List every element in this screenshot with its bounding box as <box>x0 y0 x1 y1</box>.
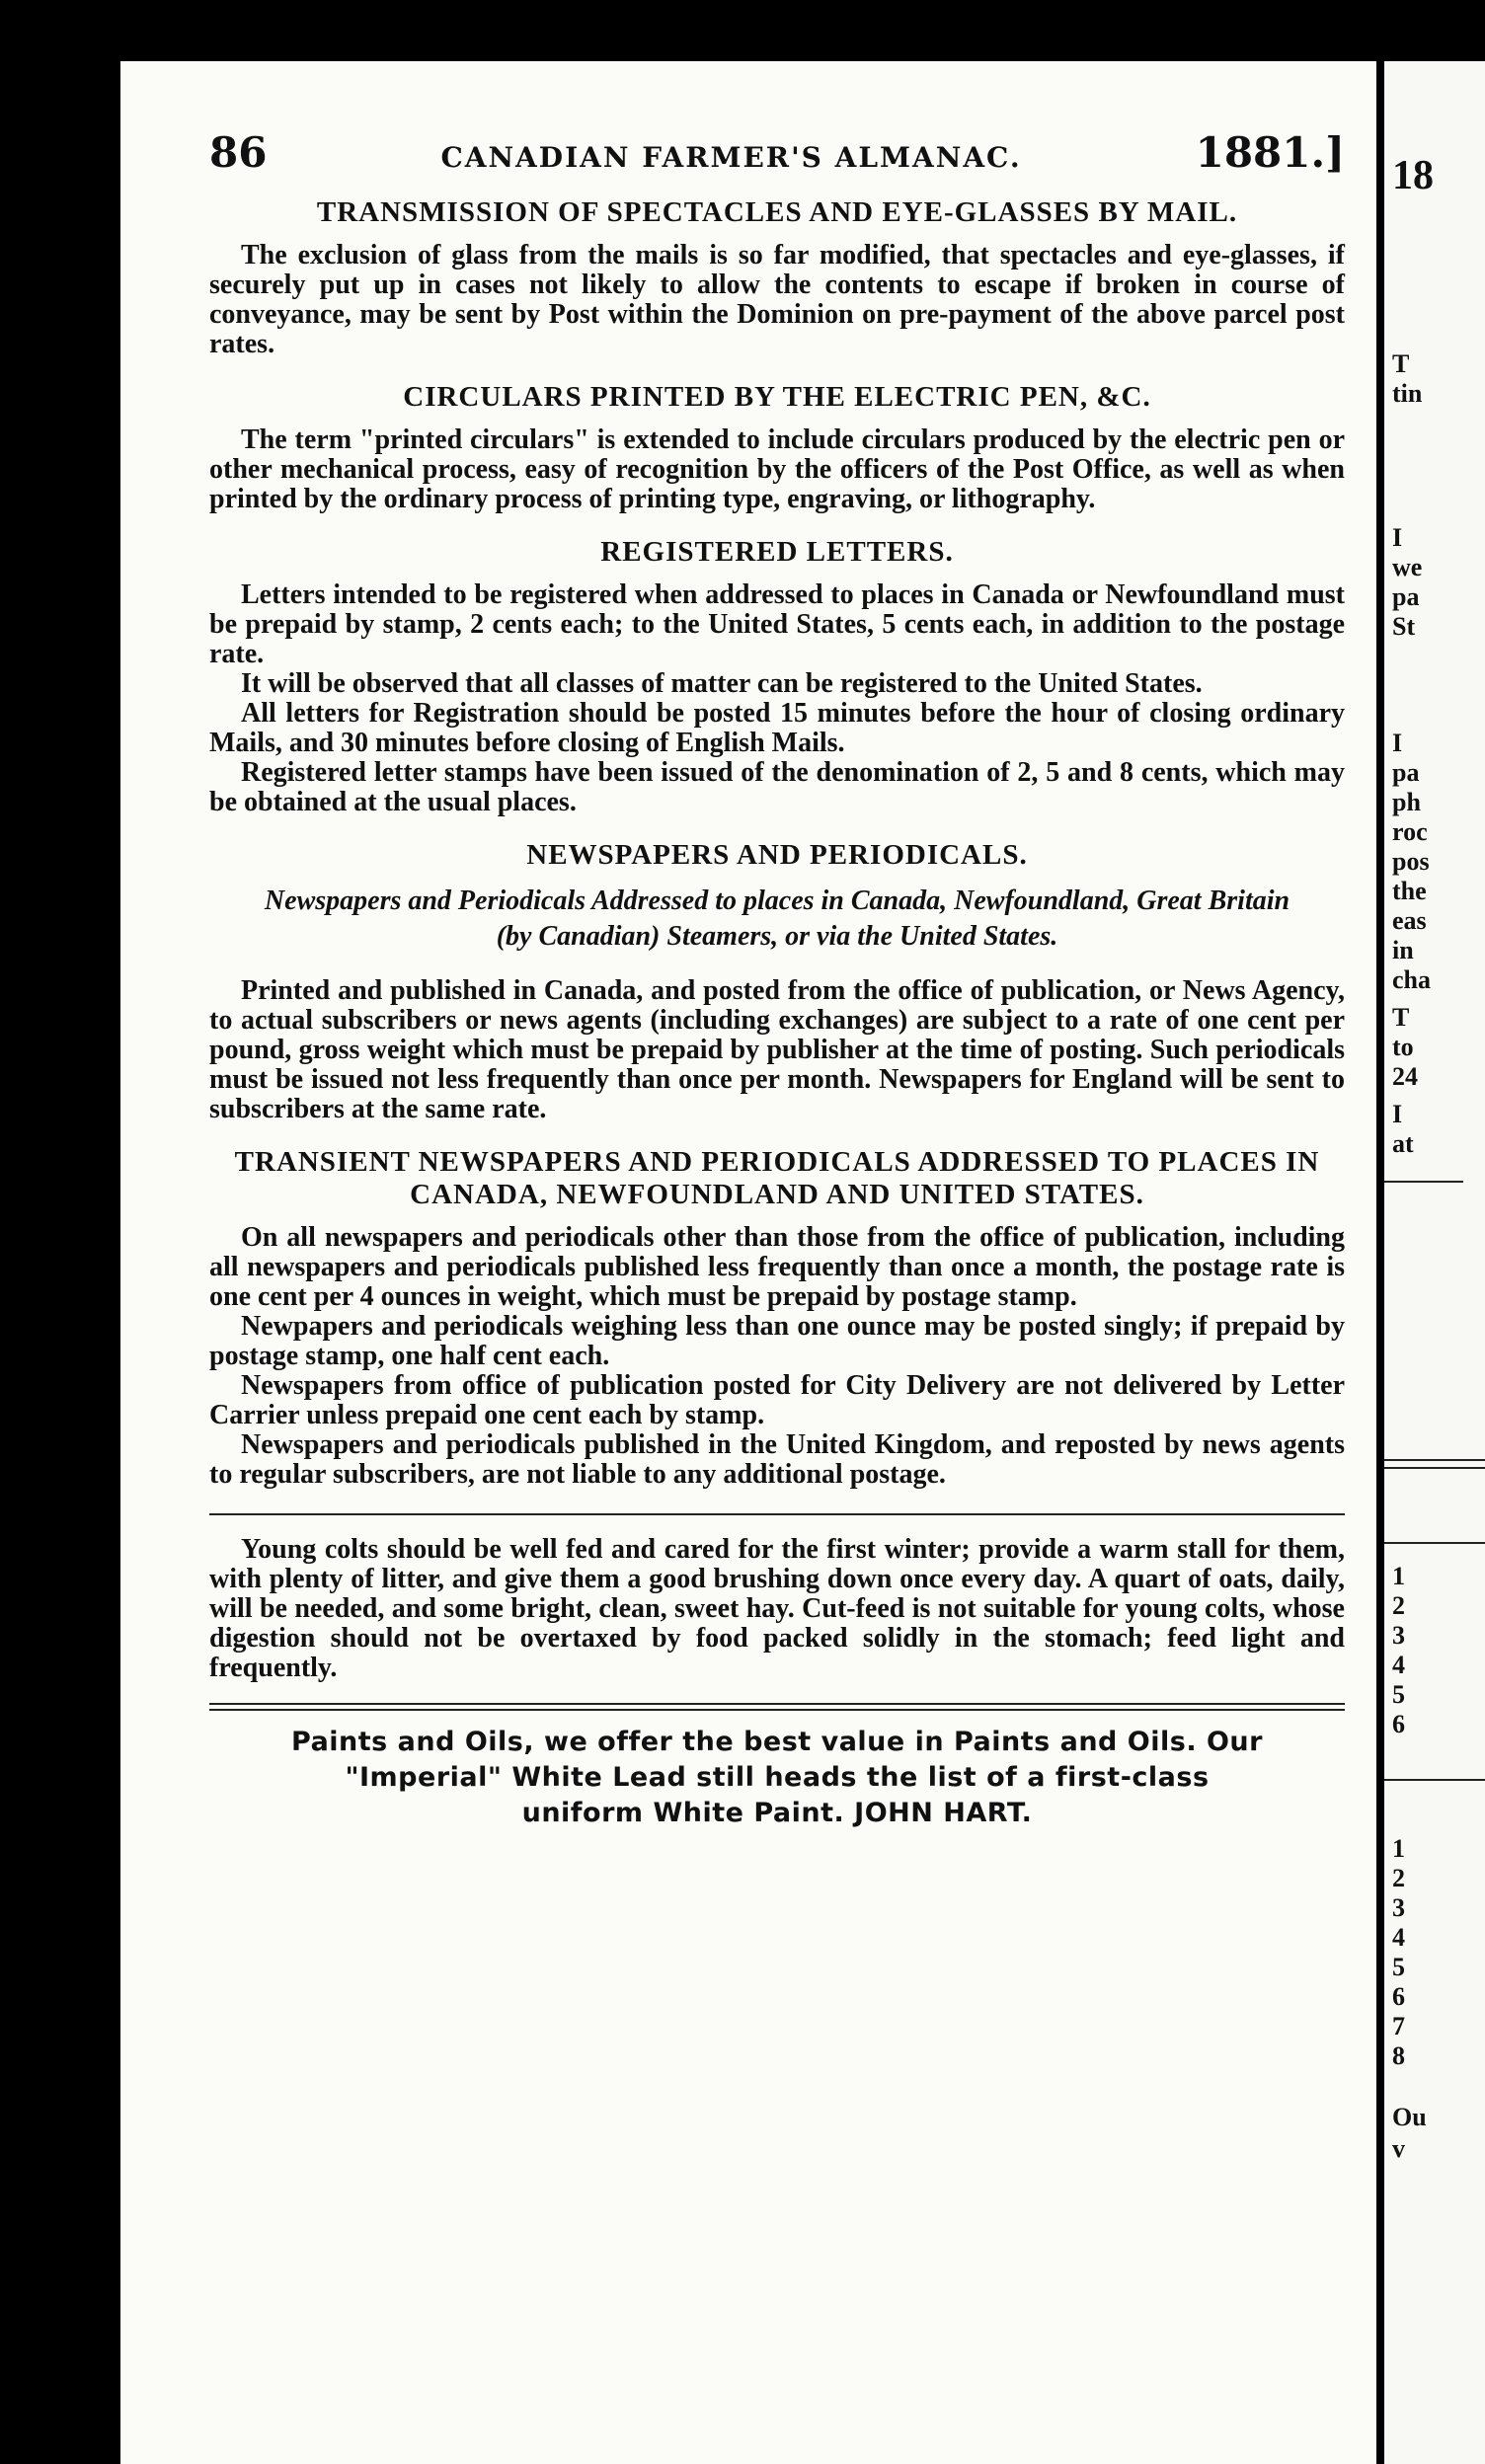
paragraph: Newspapers and periodicals published in the United Kingdom, and reposted by news agents to regular subscribers, are not liable to any additional postage. <box>209 1429 1345 1490</box>
almanac-page <box>120 61 1376 2464</box>
next-page-fragment: to <box>1392 1033 1414 1061</box>
next-page-fragment: we <box>1392 553 1423 581</box>
page-content <box>209 128 1345 1831</box>
next-page-fragment: in <box>1392 936 1414 964</box>
next-page-fragment: roc <box>1392 817 1428 846</box>
ad-line: "Imperial" White Lead still heads the list of a first-class <box>345 1762 1210 1793</box>
next-page-rule <box>1384 1181 1463 1183</box>
paragraph: Letters intended to be registered when addressed to places in Canada or Newfoundland must be prepaid by stamp, 2 cents each; to the United States, 5 cents each, in addition to the postage rate. <box>209 579 1345 669</box>
next-page-fragment: 6 <box>1392 1982 1405 2011</box>
next-page-fragment: 4 <box>1392 1923 1405 1952</box>
next-page-fragment: 24 <box>1392 1062 1418 1091</box>
next-page-fragment: I <box>1392 729 1403 757</box>
note-paragraph: Young colts should be well fed and cared for the first winter; provide a warm stall for them, with plenty of litter, and give them a good brushing down once every day. A quart of oats, daily, will be needed, and some bright, clean, sweet hay. Cut-feed is not suitable for young colts, whose digestion should not be overtaxed by food packed solidly in the stomach; feed light and frequently. <box>209 1534 1345 1683</box>
section-subheading: Newspapers and Periodicals Addressed to places in Canada, Newfoundland, Great Britain (by Canadian) Steamers, or via the United States. <box>264 886 1290 952</box>
section-heading-circulars: CIRCULARS PRINTED BY THE ELECTRIC PEN, &C. <box>403 381 1151 413</box>
next-page-fragment: 5 <box>1392 1953 1405 1981</box>
paragraph: Printed and published in Canada, and posted from the office of publication, or News Agency, to actual subscribers or news agents (including exchanges) are subject to a rate of one cent per pound, gross weight which must be prepaid by publisher at the time of posting. Such periodicals must be issued not less frequently than once per month. Newspapers for England will be sent to subscribers at the same rate. <box>209 975 1345 1124</box>
next-page-fragment: 1 <box>1392 1562 1405 1590</box>
next-page-fragment: v <box>1392 2134 1405 2163</box>
next-page-fragment: T <box>1392 1003 1410 1032</box>
ad-line: uniform White Paint. JOHN HART. <box>521 1798 1033 1828</box>
next-page-fragment: 8 <box>1392 2041 1405 2070</box>
next-page-fragment: 6 <box>1392 1710 1405 1738</box>
advertisement <box>209 1725 1345 1831</box>
next-page-double-rule <box>1384 1459 1485 1469</box>
next-page-fragment: St <box>1392 612 1416 641</box>
next-page-fragment: 2 <box>1392 1864 1405 1892</box>
next-page-fragment: at <box>1392 1129 1414 1158</box>
next-page-fragment: 2 <box>1392 1591 1405 1620</box>
next-page-fragment: 3 <box>1392 1893 1405 1922</box>
section-heading-registered: REGISTERED LETTERS. <box>600 536 954 568</box>
paragraph: All letters for Registration should be posted 15 minutes before the hour of closing ordinary Mails, and 30 minutes before closing of English Mails. <box>209 698 1345 758</box>
next-page-fragment: 3 <box>1392 1621 1405 1650</box>
next-page-fragment: 1 <box>1392 1834 1405 1863</box>
section-heading-spectacles: TRANSMISSION OF SPECTACLES AND EYE-GLASSES BY MAIL. <box>316 196 1238 228</box>
double-divider <box>209 1703 1345 1711</box>
next-page-fragment: 5 <box>1392 1680 1405 1709</box>
next-page-rule <box>1384 1779 1485 1781</box>
running-year: 1881.] <box>1195 128 1345 177</box>
next-page-fragment: 7 <box>1392 2012 1405 2040</box>
divider <box>209 1513 1345 1515</box>
next-page-fragment: T <box>1392 349 1410 378</box>
next-page-fragment: tin <box>1392 379 1423 408</box>
next-page-edge <box>1384 61 1485 2464</box>
next-page-fragment: 4 <box>1392 1651 1405 1679</box>
next-page-rule <box>1384 1542 1485 1544</box>
ad-line: Paints and Oils, we offer the best value in Paints and Oils. Our <box>291 1727 1263 1757</box>
paragraph: The exclusion of glass from the mails is so far modified, that spectacles and eye-glasses, if securely put up in cases not likely to allow the contents to escape if broken in course of conveyance, may be sent by Post within the Dominion on pre-payment of the above parcel post rates. <box>209 240 1345 359</box>
section-heading-transient: TRANSIENT NEWSPAPERS AND PERIODICALS ADDRESSED TO PLACES IN CANADA, NEWFOUNDLAND AND UNITED STATES. <box>234 1146 1320 1210</box>
next-page-fragment: Ou <box>1392 2103 1427 2131</box>
next-page-fragment: ph <box>1392 788 1421 816</box>
next-page-fragment: pa <box>1392 582 1420 611</box>
paragraph: The term "printed circulars" is extended to include circulars produced by the electric pen or other mechanical process, easy of recognition by the officers of the Post Office, as well as when printed by the ordinary process of printing type, engraving, or lithography. <box>209 424 1345 514</box>
paragraph: Registered letter stamps have been issued of the denomination of 2, 5 and 8 cents, which may be obtained at the usual places. <box>209 757 1345 817</box>
page-number: 86 <box>209 128 268 177</box>
next-page-fragment: pos <box>1392 847 1430 876</box>
next-page-fragment: the <box>1392 877 1427 905</box>
paragraph: On all newspapers and periodicals other than those from the office of publication, including all newspapers and periodicals published less frequently than once a month, the postage rate is one cent per 4 ounces in weight, which must be prepaid by postage stamp. <box>209 1222 1345 1312</box>
paragraph: Newpapers and periodicals weighing less than one ounce may be posted singly; if prepaid by postage stamp, one half cent each. <box>209 1311 1345 1371</box>
next-page-fragment: I <box>1392 523 1403 552</box>
section-heading-newspapers: NEWSPAPERS AND PERIODICALS. <box>526 839 1028 871</box>
next-page-fragment: I <box>1392 1100 1403 1128</box>
running-title: CANADIAN FARMER'S ALMANAC. <box>440 141 1022 174</box>
next-page-fragment: 18 <box>1392 153 1434 198</box>
paragraph: Newspapers from office of publication posted for City Delivery are not delivered by Letter Carrier unless prepaid one cent each by stamp. <box>209 1370 1345 1430</box>
next-page-fragment: cha <box>1392 965 1431 994</box>
next-page-fragment: pa <box>1392 758 1420 787</box>
running-head <box>209 128 1345 177</box>
next-page-fragment: eas <box>1392 906 1427 935</box>
paragraph: It will be observed that all classes of matter can be registered to the United States. <box>241 668 1203 699</box>
